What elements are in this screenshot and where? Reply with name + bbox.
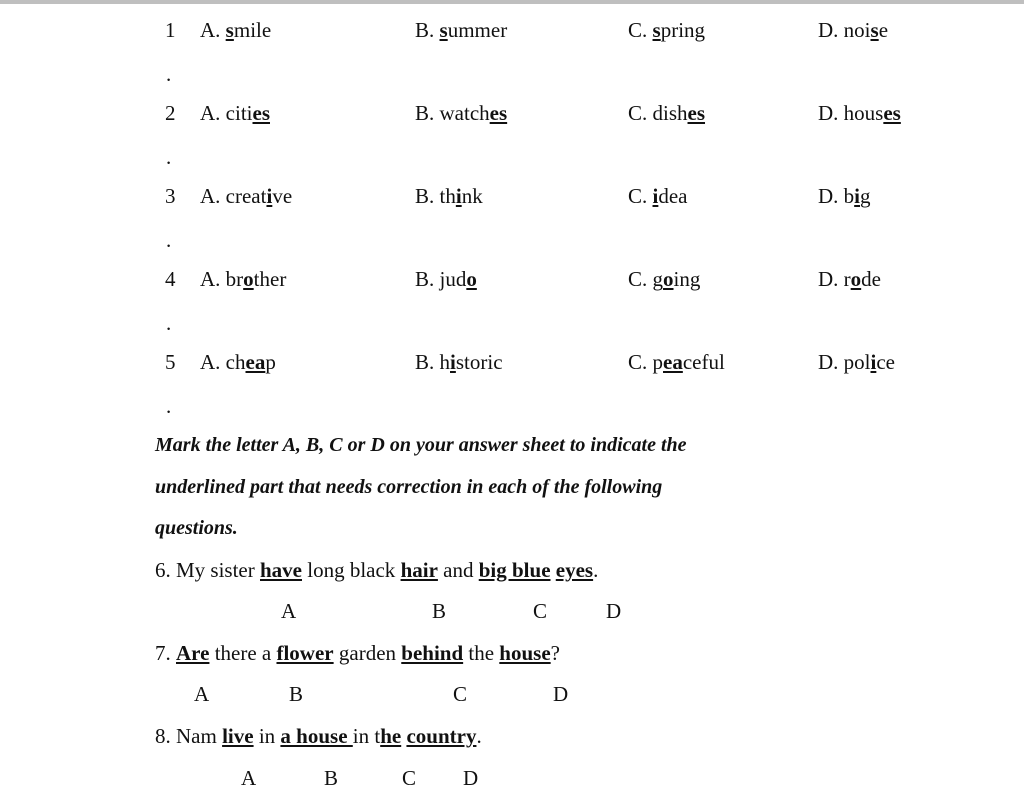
option-b[interactable]: B. historic: [415, 350, 503, 374]
answer-letter-b[interactable]: B: [432, 599, 447, 623]
number-dot: .: [166, 145, 172, 169]
instruction-line: underlined part that needs correction in each of the following: [155, 476, 663, 498]
option-c[interactable]: C. idea: [628, 184, 688, 208]
question-8-sentence: 8. Nam live in a house in the country.: [155, 724, 482, 748]
option-b[interactable]: B. summer: [415, 18, 508, 42]
question-7-sentence: 7. Are there a flower garden behind the house?: [155, 641, 560, 665]
top-border: [0, 0, 1024, 4]
answer-letter-d[interactable]: D: [606, 599, 622, 623]
option-d[interactable]: D. noise: [818, 18, 889, 42]
answer-letter-c[interactable]: C: [533, 599, 548, 623]
question-number: 2: [165, 101, 176, 125]
option-c[interactable]: C. dishes: [628, 101, 706, 125]
option-a[interactable]: A. cities: [200, 101, 270, 125]
answer-letter-a[interactable]: A: [194, 682, 210, 706]
answer-letter-d[interactable]: D: [463, 766, 479, 790]
number-dot: .: [166, 394, 172, 418]
option-a[interactable]: A. creative: [200, 184, 293, 208]
answer-letter-a[interactable]: A: [241, 766, 257, 790]
option-c[interactable]: C. spring: [628, 18, 706, 42]
answer-letter-c[interactable]: C: [402, 766, 417, 790]
question-number: 4: [165, 267, 176, 291]
option-b[interactable]: B. watches: [415, 101, 508, 125]
option-a[interactable]: A. smile: [200, 18, 272, 42]
instruction-line: Mark the letter A, B, C or D on your answer sheet to indicate the: [155, 434, 687, 456]
option-b[interactable]: B. think: [415, 184, 483, 208]
answer-letter-b[interactable]: B: [289, 682, 304, 706]
option-c[interactable]: C. peaceful: [628, 350, 725, 374]
question-number: 3: [165, 184, 176, 208]
question-6-sentence: 6. My sister have long black hair and big blue eyes.: [155, 558, 599, 582]
question-number: 5: [165, 350, 176, 374]
option-d[interactable]: D. police: [818, 350, 895, 374]
number-dot: .: [166, 62, 172, 86]
answer-letter-a[interactable]: A: [281, 599, 297, 623]
option-b[interactable]: B. judo: [415, 267, 477, 291]
instruction-line: questions.: [155, 517, 238, 539]
number-dot: .: [166, 228, 172, 252]
number-dot: .: [166, 311, 172, 335]
option-a[interactable]: A. cheap: [200, 350, 276, 374]
question-number: 1: [165, 18, 176, 42]
option-d[interactable]: D. big: [818, 184, 871, 208]
answer-letter-d[interactable]: D: [553, 682, 569, 706]
option-c[interactable]: C. going: [628, 267, 701, 291]
option-d[interactable]: D. rode: [818, 267, 881, 291]
option-d[interactable]: D. houses: [818, 101, 901, 125]
answer-letter-c[interactable]: C: [453, 682, 468, 706]
option-a[interactable]: A. brother: [200, 267, 287, 291]
answer-letter-b[interactable]: B: [324, 766, 339, 790]
